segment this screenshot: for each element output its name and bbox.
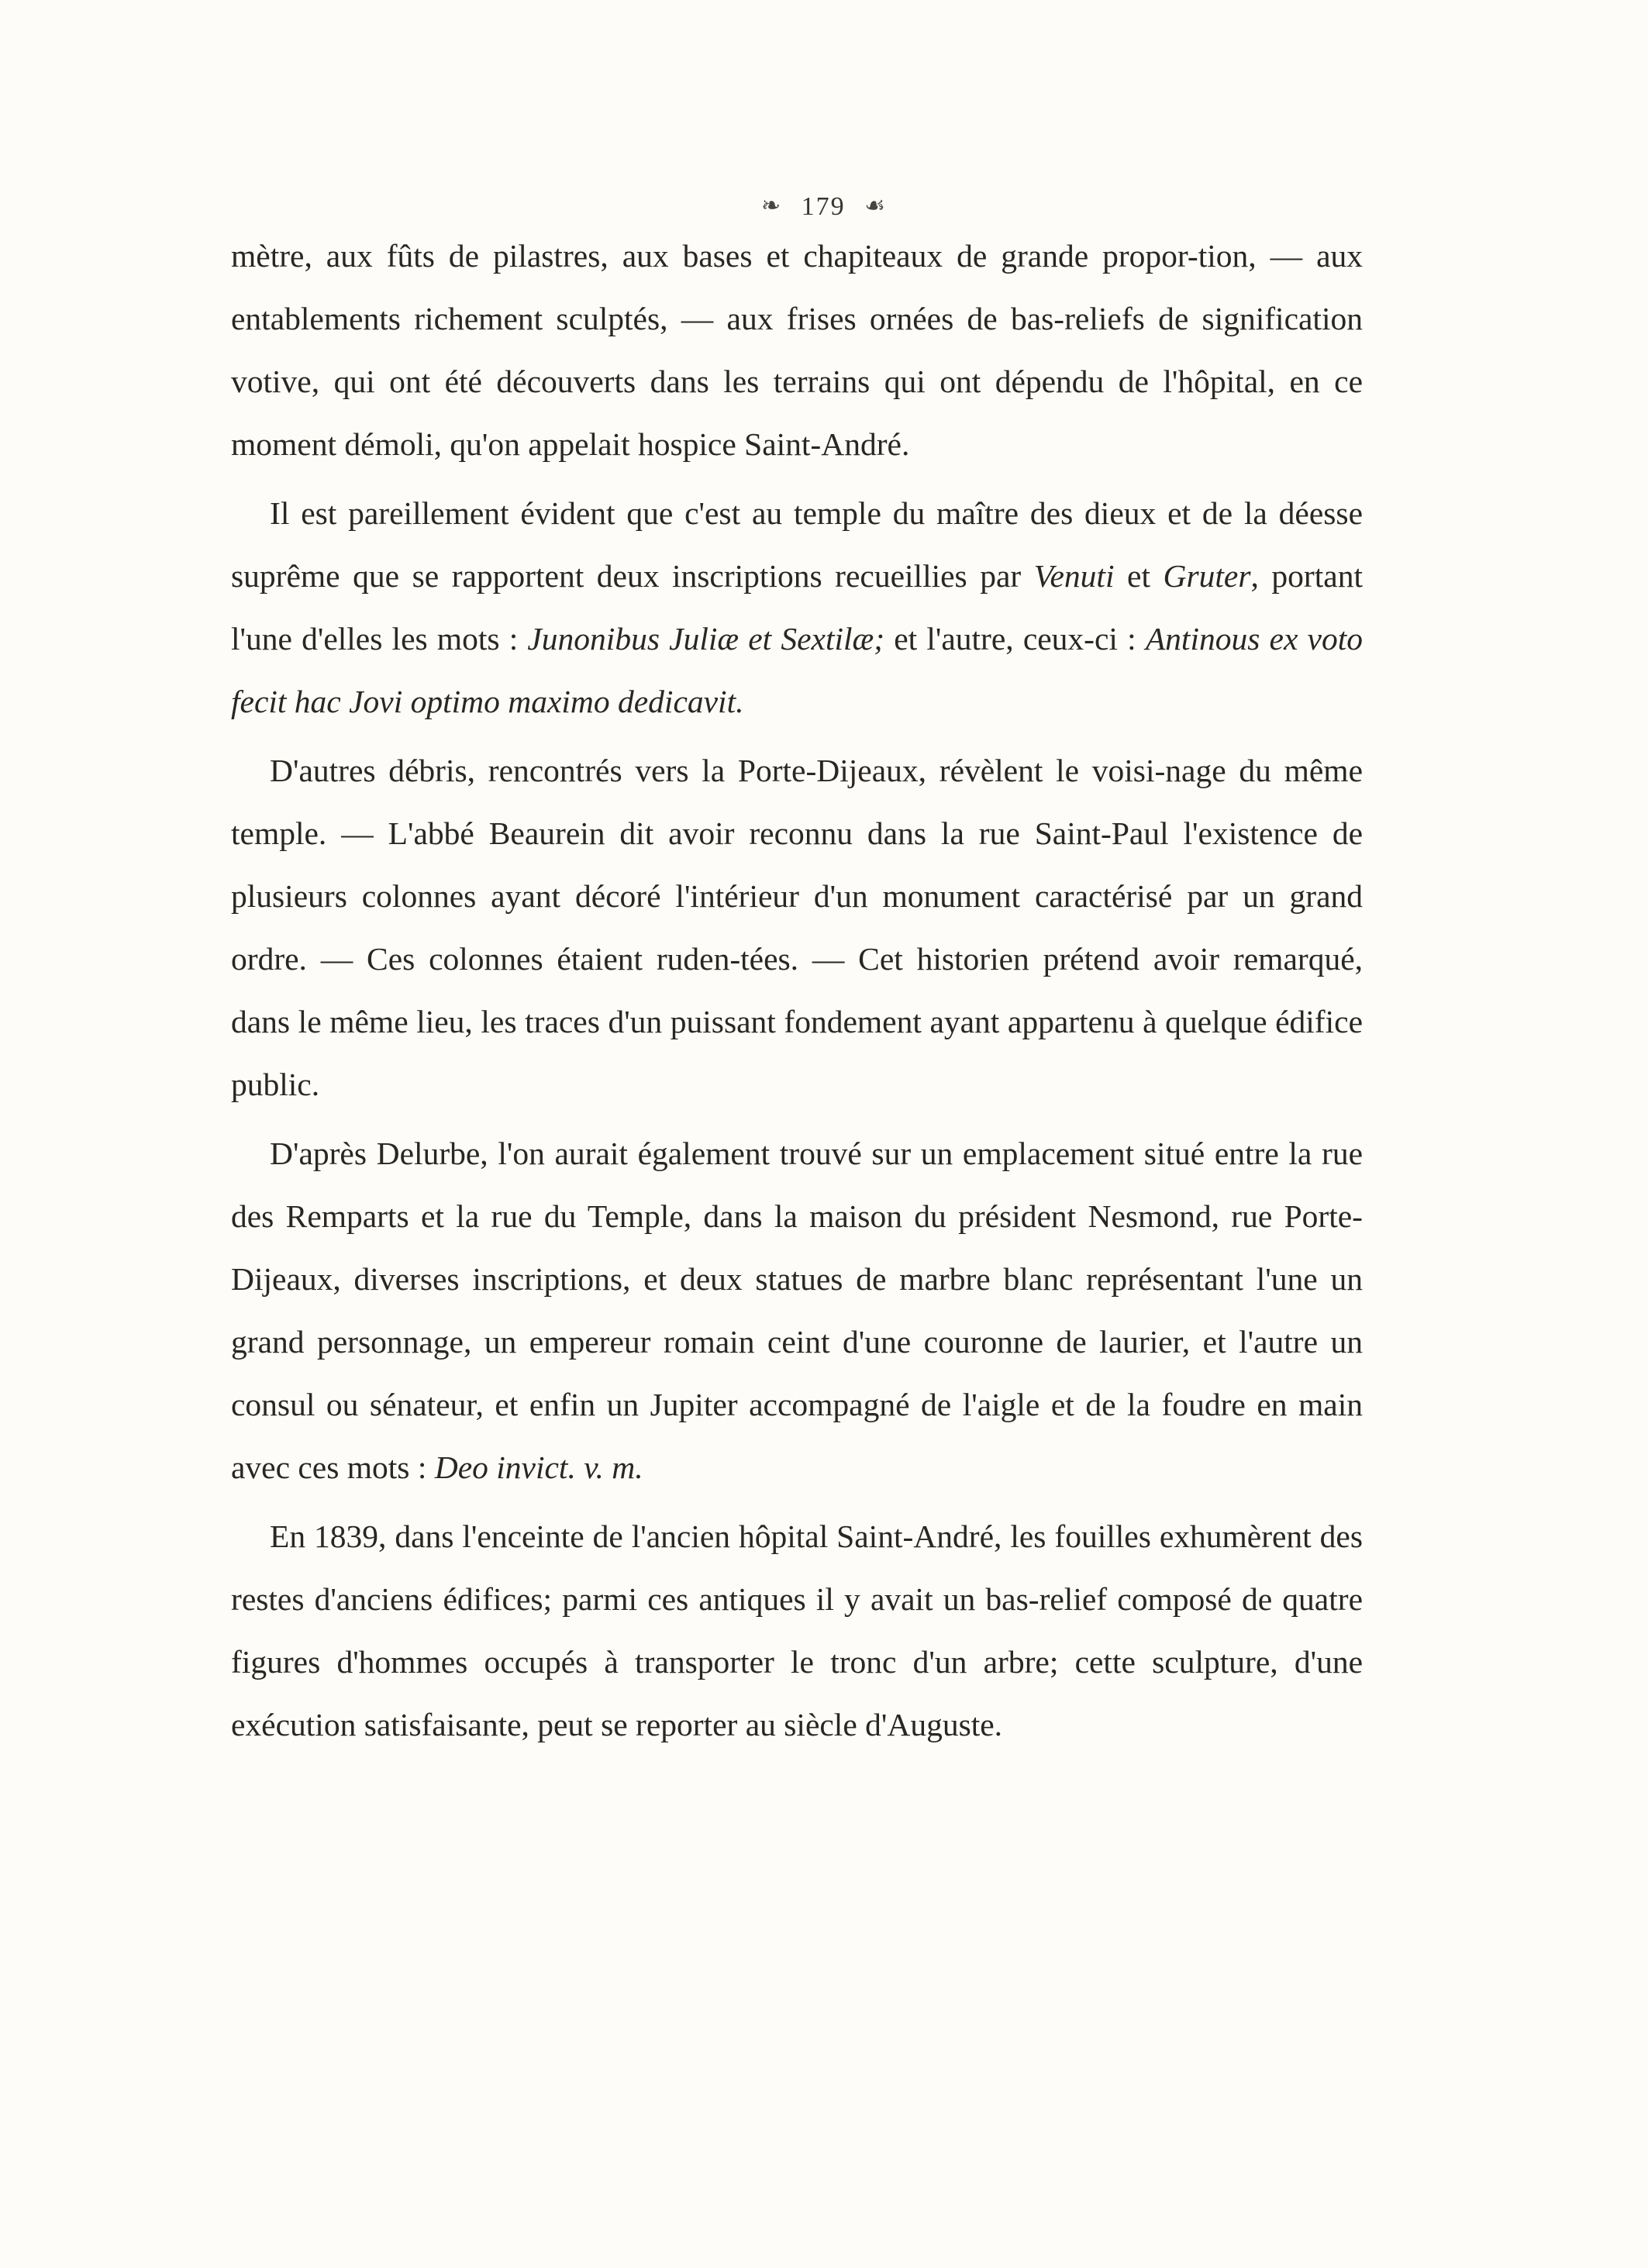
italic-text: Antinous ex voto fecit hac Jovi optimo maximo dedicavit. [231, 621, 1363, 719]
italic-text: Gruter [1163, 558, 1251, 594]
text-run: D'autres débris, rencontrés vers la Porte-Dijeaux, révèlent le voisi-nage du même temple. — L'abbé Beaurein dit avoir reconnu dans la rue Saint-Paul l'existence de plusieurs colonnes ayant décoré l'intérieur d'un monument caractérisé par un grand ordre. — Ces colonnes étaient ruden-tées. — Cet historien prétend avoir remarqué, dans le même lieu, les traces d'un puissant fondement ayant appartenu à quelque édifice public. [231, 753, 1363, 1102]
ornament-right-icon: ☙ [864, 193, 888, 219]
italic-text: Junonibus Juliæ et Sextilæ; [527, 621, 885, 657]
text-run: et [1114, 558, 1164, 594]
text-run: et l'autre, ceux-ci : [884, 621, 1146, 657]
paragraph [231, 1122, 1363, 1499]
page-header [0, 192, 1648, 222]
ornament-left-icon: ❧ [760, 193, 783, 219]
text-run: mètre, aux fûts de pilastres, aux bases et chapiteaux de grande propor-tion, — aux entablements richement sculptés, — aux frises ornées de bas-reliefs de signification votive, qui ont été découverts dans les terrains qui ont dépendu de l'hôpital, en ce moment démoli, qu'on appelait hospice Saint-André. [231, 238, 1363, 462]
body-text [231, 225, 1363, 1763]
text-run: D'après Delurbe, l'on aurait également trouvé sur un emplacement situé entre la rue des Remparts et la rue du Temple, dans la maison du président Nesmond, rue Porte-Dijeaux, diverses inscriptions, et deux statues de marbre blanc représentant l'une un grand personnage, un empereur romain ceint d'une couronne de laurier, et l'autre un consul ou sénateur, et enfin un Jupiter accompagné de l'aigle et de la foudre en main avec ces mots : [231, 1136, 1363, 1485]
paragraph [231, 739, 1363, 1116]
italic-text: Venuti [1033, 558, 1115, 594]
text-run: , portant l'une d'elles les mots : [231, 558, 1363, 657]
paragraph [231, 482, 1363, 733]
text-run: Il est pareillement évident que c'est au temple du maître des dieux et de la déesse suprême que se rapportent deux inscriptions recueillies par [231, 495, 1363, 594]
text-run: En 1839, dans l'enceinte de l'ancien hôpital Saint-André, les fouilles exhumèrent des restes d'anciens édifices; parmi ces antiques il y avait un bas-relief composé de quatre figures d'hommes occupés à transporter le tronc d'un arbre; cette sculpture, d'une exécution satisfaisante, peut se reporter au siècle d'Auguste. [231, 1518, 1363, 1742]
paragraph [231, 225, 1363, 476]
page-number: 179 [801, 192, 846, 221]
paragraph [231, 1505, 1363, 1756]
italic-text: Deo invict. v. m. [434, 1449, 643, 1485]
